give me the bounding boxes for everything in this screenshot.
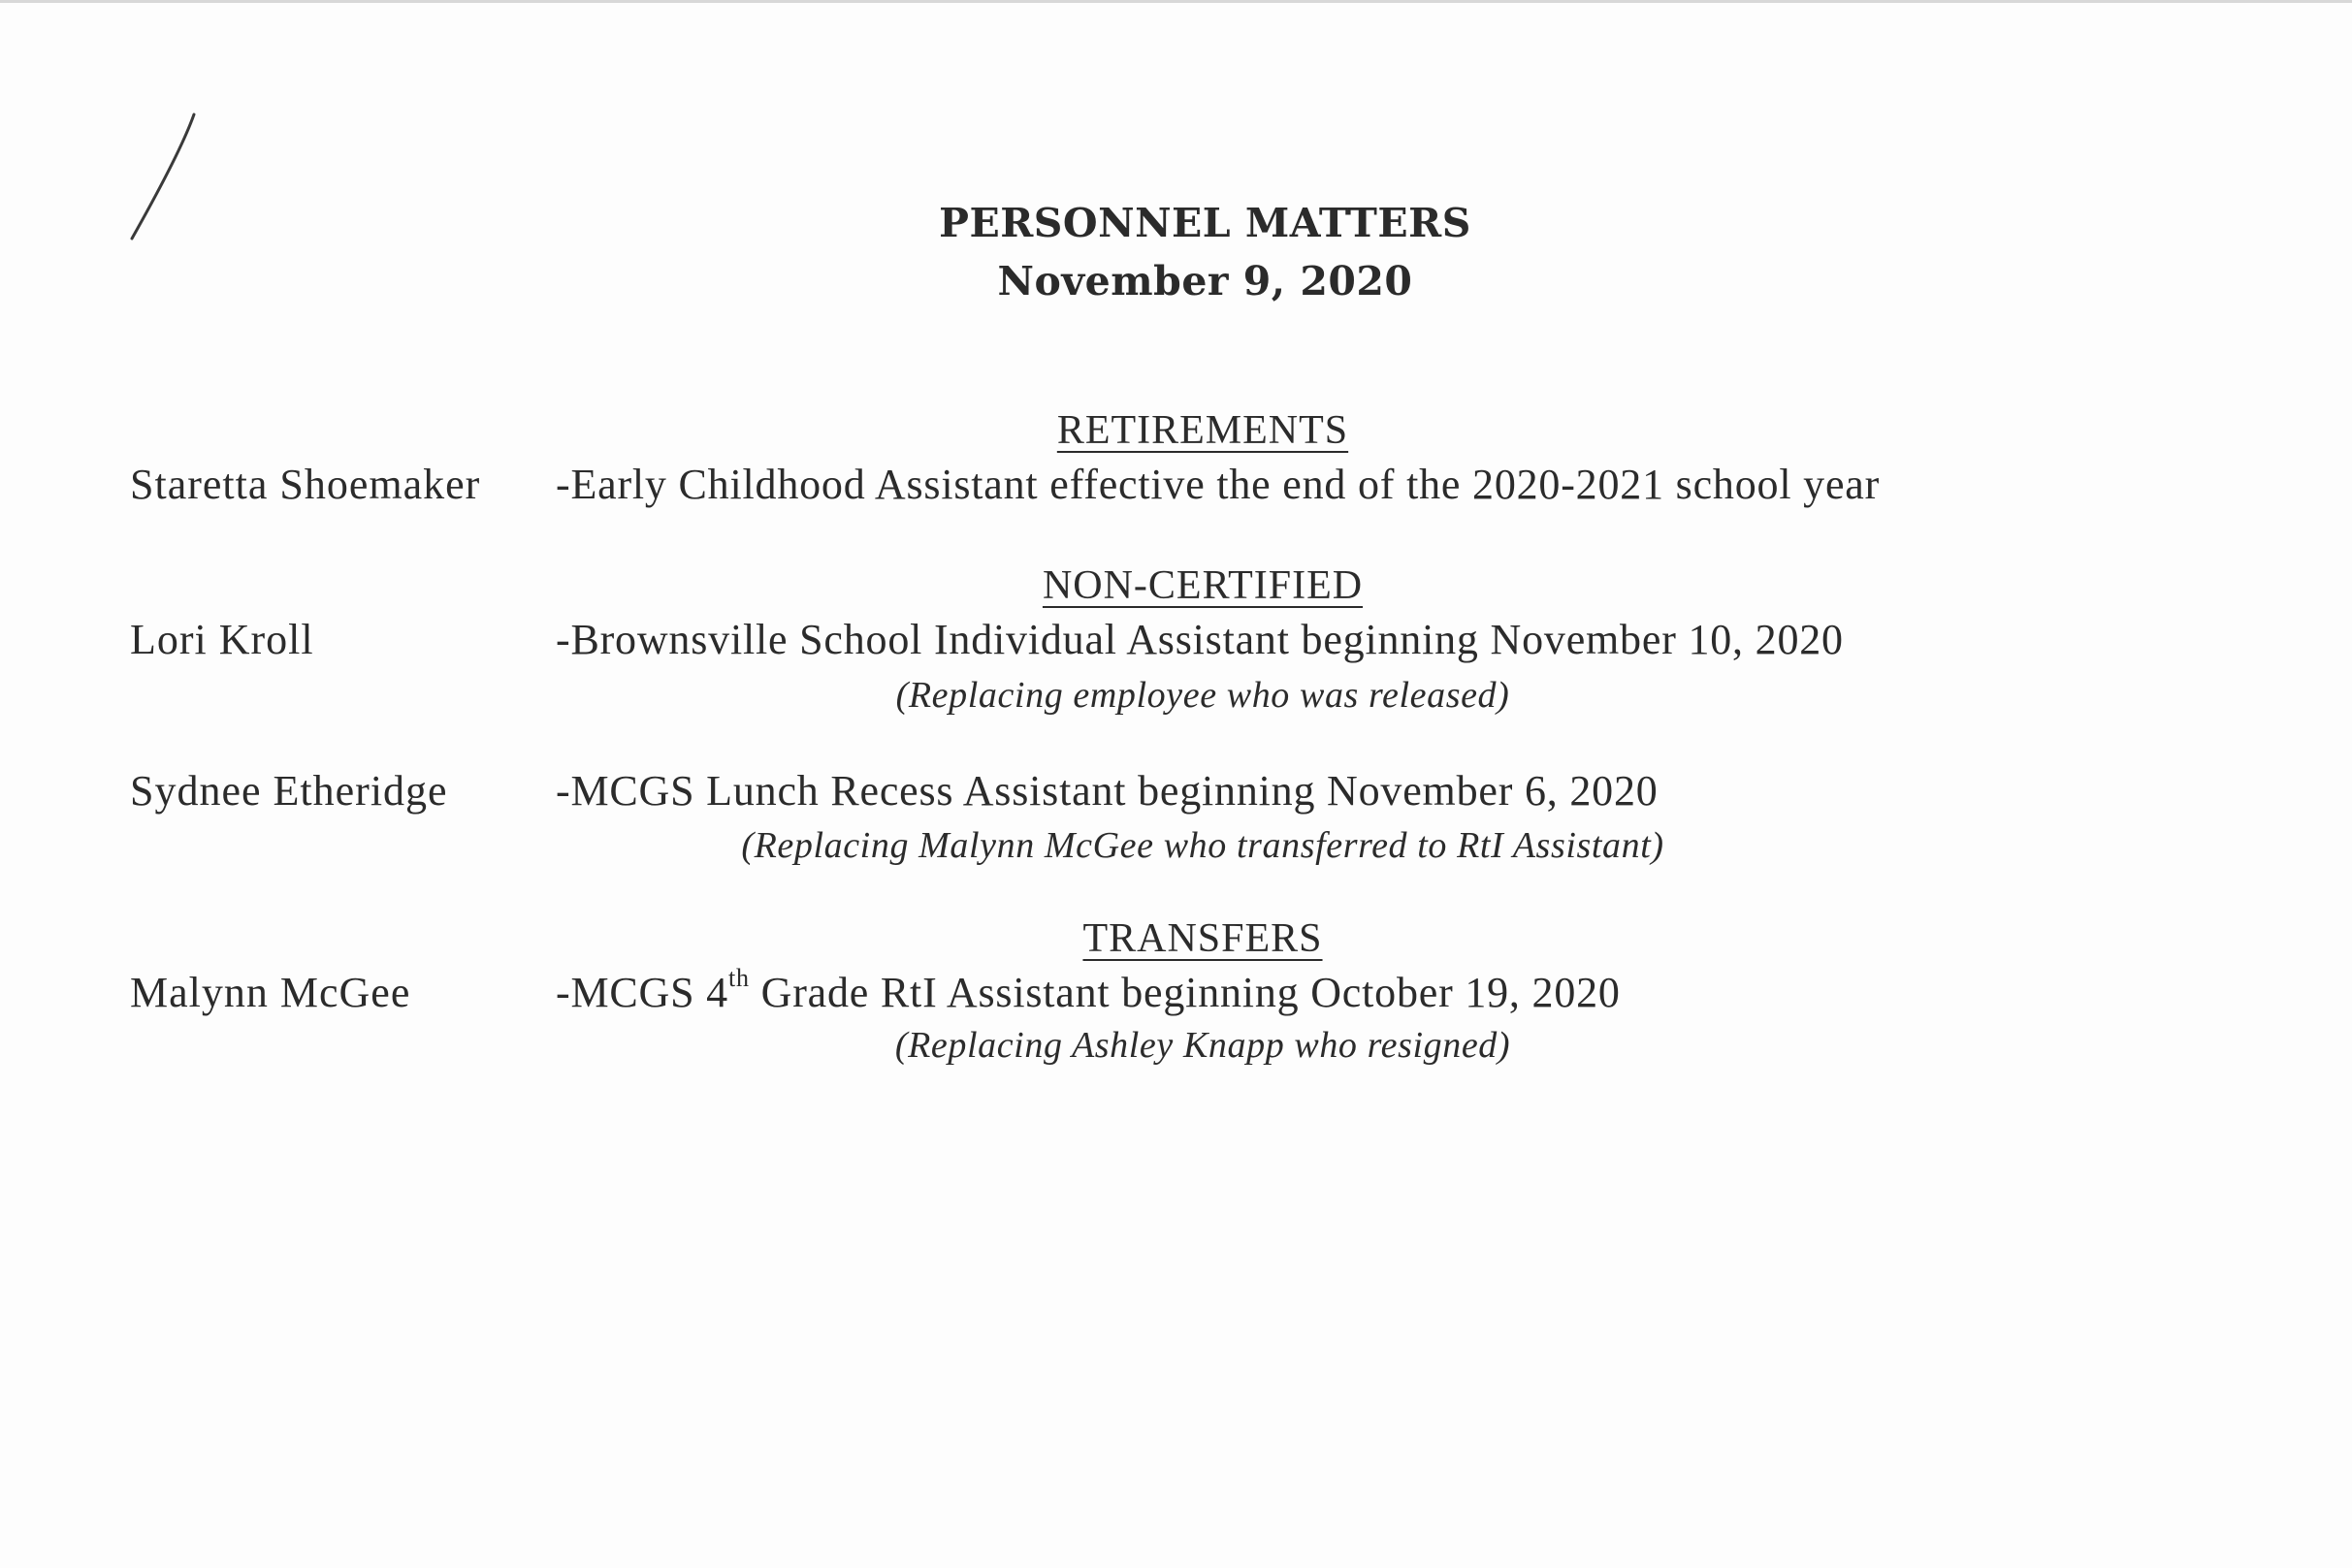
replacement-note: (Replacing Ashley Knapp who resigned) xyxy=(894,1025,1511,1066)
document-date: November 9, 2020 xyxy=(997,258,1413,304)
document-header xyxy=(926,194,1484,310)
employee-name: Staretta Shoemaker xyxy=(130,461,481,508)
list-item xyxy=(0,766,2352,824)
employee-name: Malynn McGee xyxy=(130,969,411,1016)
employee-name: Lori Kroll xyxy=(130,616,314,663)
position-description: -Brownsville School Individual Assistant beginning November 10, 2020 xyxy=(556,616,1844,663)
replacement-note: (Replacing employee who was released) xyxy=(895,675,1510,716)
list-item xyxy=(0,964,2352,1026)
replacement-note: (Replacing Malynn McGee who transferred to RtI Assistant) xyxy=(741,825,1664,866)
description-prefix: -MCGS 4 xyxy=(556,969,728,1016)
section-heading-retirements: RETIREMENTS xyxy=(1056,408,1349,453)
employee-name: Sydnee Etheridge xyxy=(130,767,448,815)
pen-mark-icon xyxy=(124,109,202,244)
document-title: PERSONNEL MATTERS xyxy=(939,200,1471,246)
position-description xyxy=(556,964,1621,1017)
position-description: -Early Childhood Assistant effective the end of the 2020-2021 school year xyxy=(556,461,1881,508)
section-heading-non-certified: NON-CERTIFIED xyxy=(1042,563,1364,608)
position-description: -MCGS Lunch Recess Assistant beginning November 6, 2020 xyxy=(556,767,1659,815)
description-suffix: Grade RtI Assistant beginning October 19, 2020 xyxy=(749,969,1621,1016)
ordinal-suffix: th xyxy=(727,964,750,992)
list-item xyxy=(0,615,2352,673)
list-item xyxy=(0,460,2352,518)
page-top-edge xyxy=(0,0,2352,3)
section-heading-transfers: TRANSFERS xyxy=(1082,916,1323,961)
